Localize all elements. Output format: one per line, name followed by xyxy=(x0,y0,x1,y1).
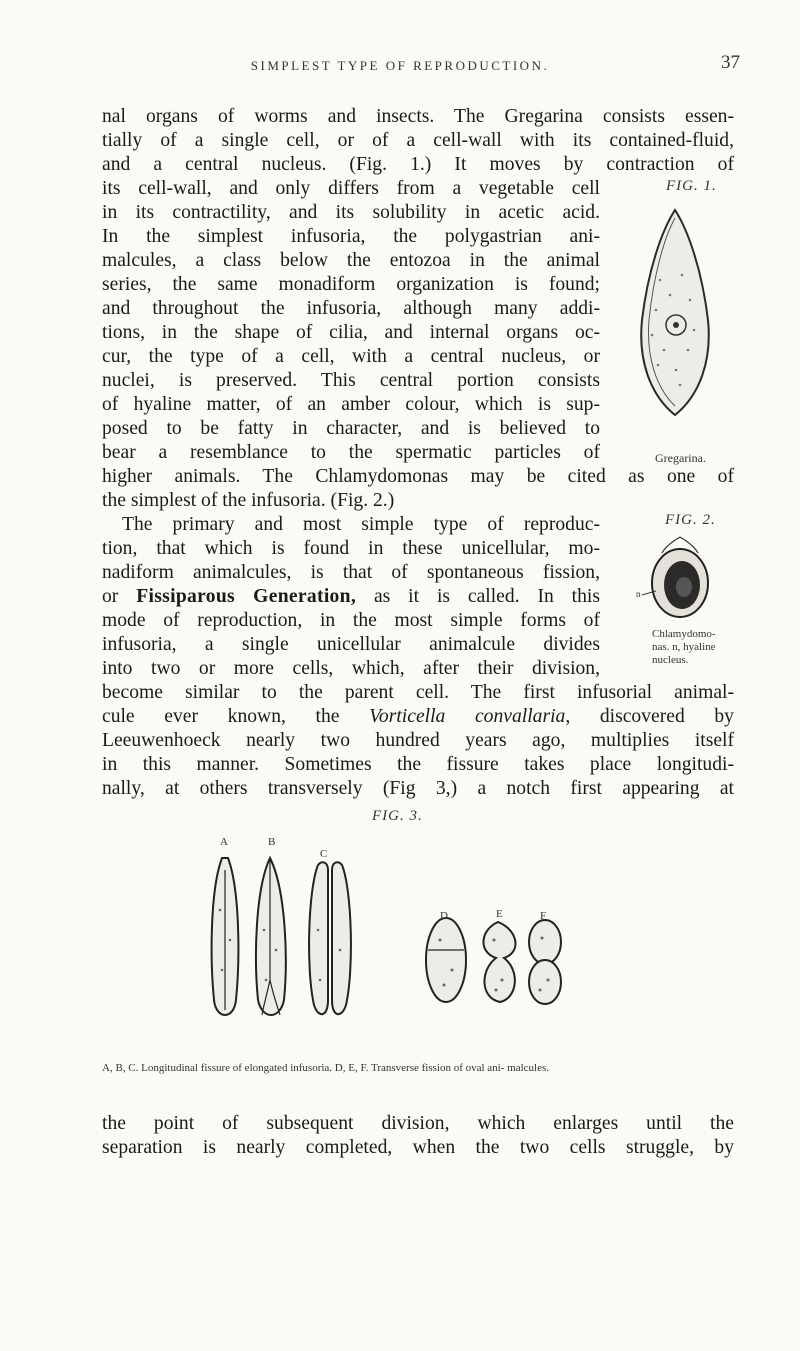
text-line: series, the same monadiform organization is found; xyxy=(102,274,600,295)
page-number: 37 xyxy=(721,52,740,73)
text-line: cule ever known, the Vorticella convallaria, discovered by xyxy=(102,706,734,727)
fig3-letter: A xyxy=(220,836,228,848)
fig3-letter: C xyxy=(320,848,328,860)
text-line: nadiform animalcules, is that of spontaneous fission, xyxy=(102,562,600,583)
text-line: tion, that which is found in these unicellular, mo- xyxy=(102,538,600,559)
text-line: malcules, a class below the entozoa in the animal xyxy=(102,250,600,271)
text-line: its cell-wall, and only differs from a vegetable cell xyxy=(102,178,600,199)
fig1-caption: Gregarina. xyxy=(655,451,706,465)
fission-figure xyxy=(200,830,620,1040)
chlamydomonas-figure xyxy=(640,535,720,625)
running-header: SIMPLEST TYPE OF REPRODUCTION. xyxy=(250,58,550,73)
text-line: the simplest of the infusoria. (Fig. 2.) xyxy=(102,490,395,511)
text-line: nuclei, is preserved. This central portion consists xyxy=(102,370,600,391)
fig3-letter: B xyxy=(268,836,276,848)
fig2-caption-line: Chlamydomo- xyxy=(652,628,716,640)
bold-term: Fissiparous Generation, xyxy=(136,586,357,607)
text-line: tially of a single cell, or of a cell-wall with its contained-fluid, xyxy=(102,130,734,151)
text-line: in its contractility, and its solubility in acetic acid. xyxy=(102,202,600,223)
text-line: The primary and most simple type of reproduc- xyxy=(122,514,600,535)
text-line: in this manner. Sometimes the fissure takes place longitudi- xyxy=(102,754,734,775)
text-line: and throughout the infusoria, although many addi- xyxy=(102,298,600,319)
fig3-letter: D xyxy=(440,910,448,922)
fig2-label: FIG. 2. xyxy=(665,512,716,528)
fig3-label: FIG. 3. xyxy=(372,808,423,824)
fig1-label: FIG. 1. xyxy=(666,178,717,194)
text-line: tions, in the shape of cilia, and internal organs oc- xyxy=(102,322,600,343)
fig2-marker: n xyxy=(636,589,641,599)
text-line: into two or more cells, which, after their division, xyxy=(102,658,600,679)
fig3-letter: F xyxy=(540,910,547,922)
text-line: of hyaline matter, of an amber colour, which is sup- xyxy=(102,394,600,415)
text-line: or Fissiparous Generation, as it is called. In this xyxy=(102,586,600,607)
text-line: nal organs of worms and insects. The Gregarina consists essen- xyxy=(102,106,734,127)
species-name: Vorticella convallaria xyxy=(369,706,566,727)
fig3-letter: E xyxy=(496,908,503,920)
text-line: Leeuwenhoeck nearly two hundred years ago, multiplies itself xyxy=(102,730,734,751)
text-line: posed to be fatty in character, and is believed to xyxy=(102,418,600,439)
fig2-caption-line: nucleus. xyxy=(652,654,689,666)
text-line: nally, at others transversely (Fig 3,) a notch first appearing at xyxy=(102,778,734,799)
text-line: the point of subsequent division, which enlarges until the xyxy=(102,1113,734,1134)
text-line: infusoria, a single unicellular animalcule divides xyxy=(102,634,600,655)
gregarina-figure xyxy=(620,200,730,440)
text-line: mode of reproduction, in the most simple forms of xyxy=(102,610,600,631)
text-line: become similar to the parent cell. The first infusorial animal- xyxy=(102,682,734,703)
text-line: cur, the type of a cell, with a central nucleus, or xyxy=(102,346,600,367)
text-line: In the simplest infusoria, the polygastrian ani- xyxy=(102,226,600,247)
text-line: and a central nucleus. (Fig. 1.) It moves by contraction of xyxy=(102,154,734,175)
fig2-caption-line: nas. n, hyaline xyxy=(652,641,716,653)
text-line: separation is nearly completed, when the two cells struggle, by xyxy=(102,1137,734,1158)
fig3-caption: A, B, C. Longitudinal fissure of elongated infusoria. D, E, F. Transverse fission of oval ani- malcules. xyxy=(102,1062,549,1074)
text-line: bear a resemblance to the spermatic particles of xyxy=(102,442,600,463)
text-line: higher animals. The Chlamydomonas may be cited as one of xyxy=(102,466,734,487)
